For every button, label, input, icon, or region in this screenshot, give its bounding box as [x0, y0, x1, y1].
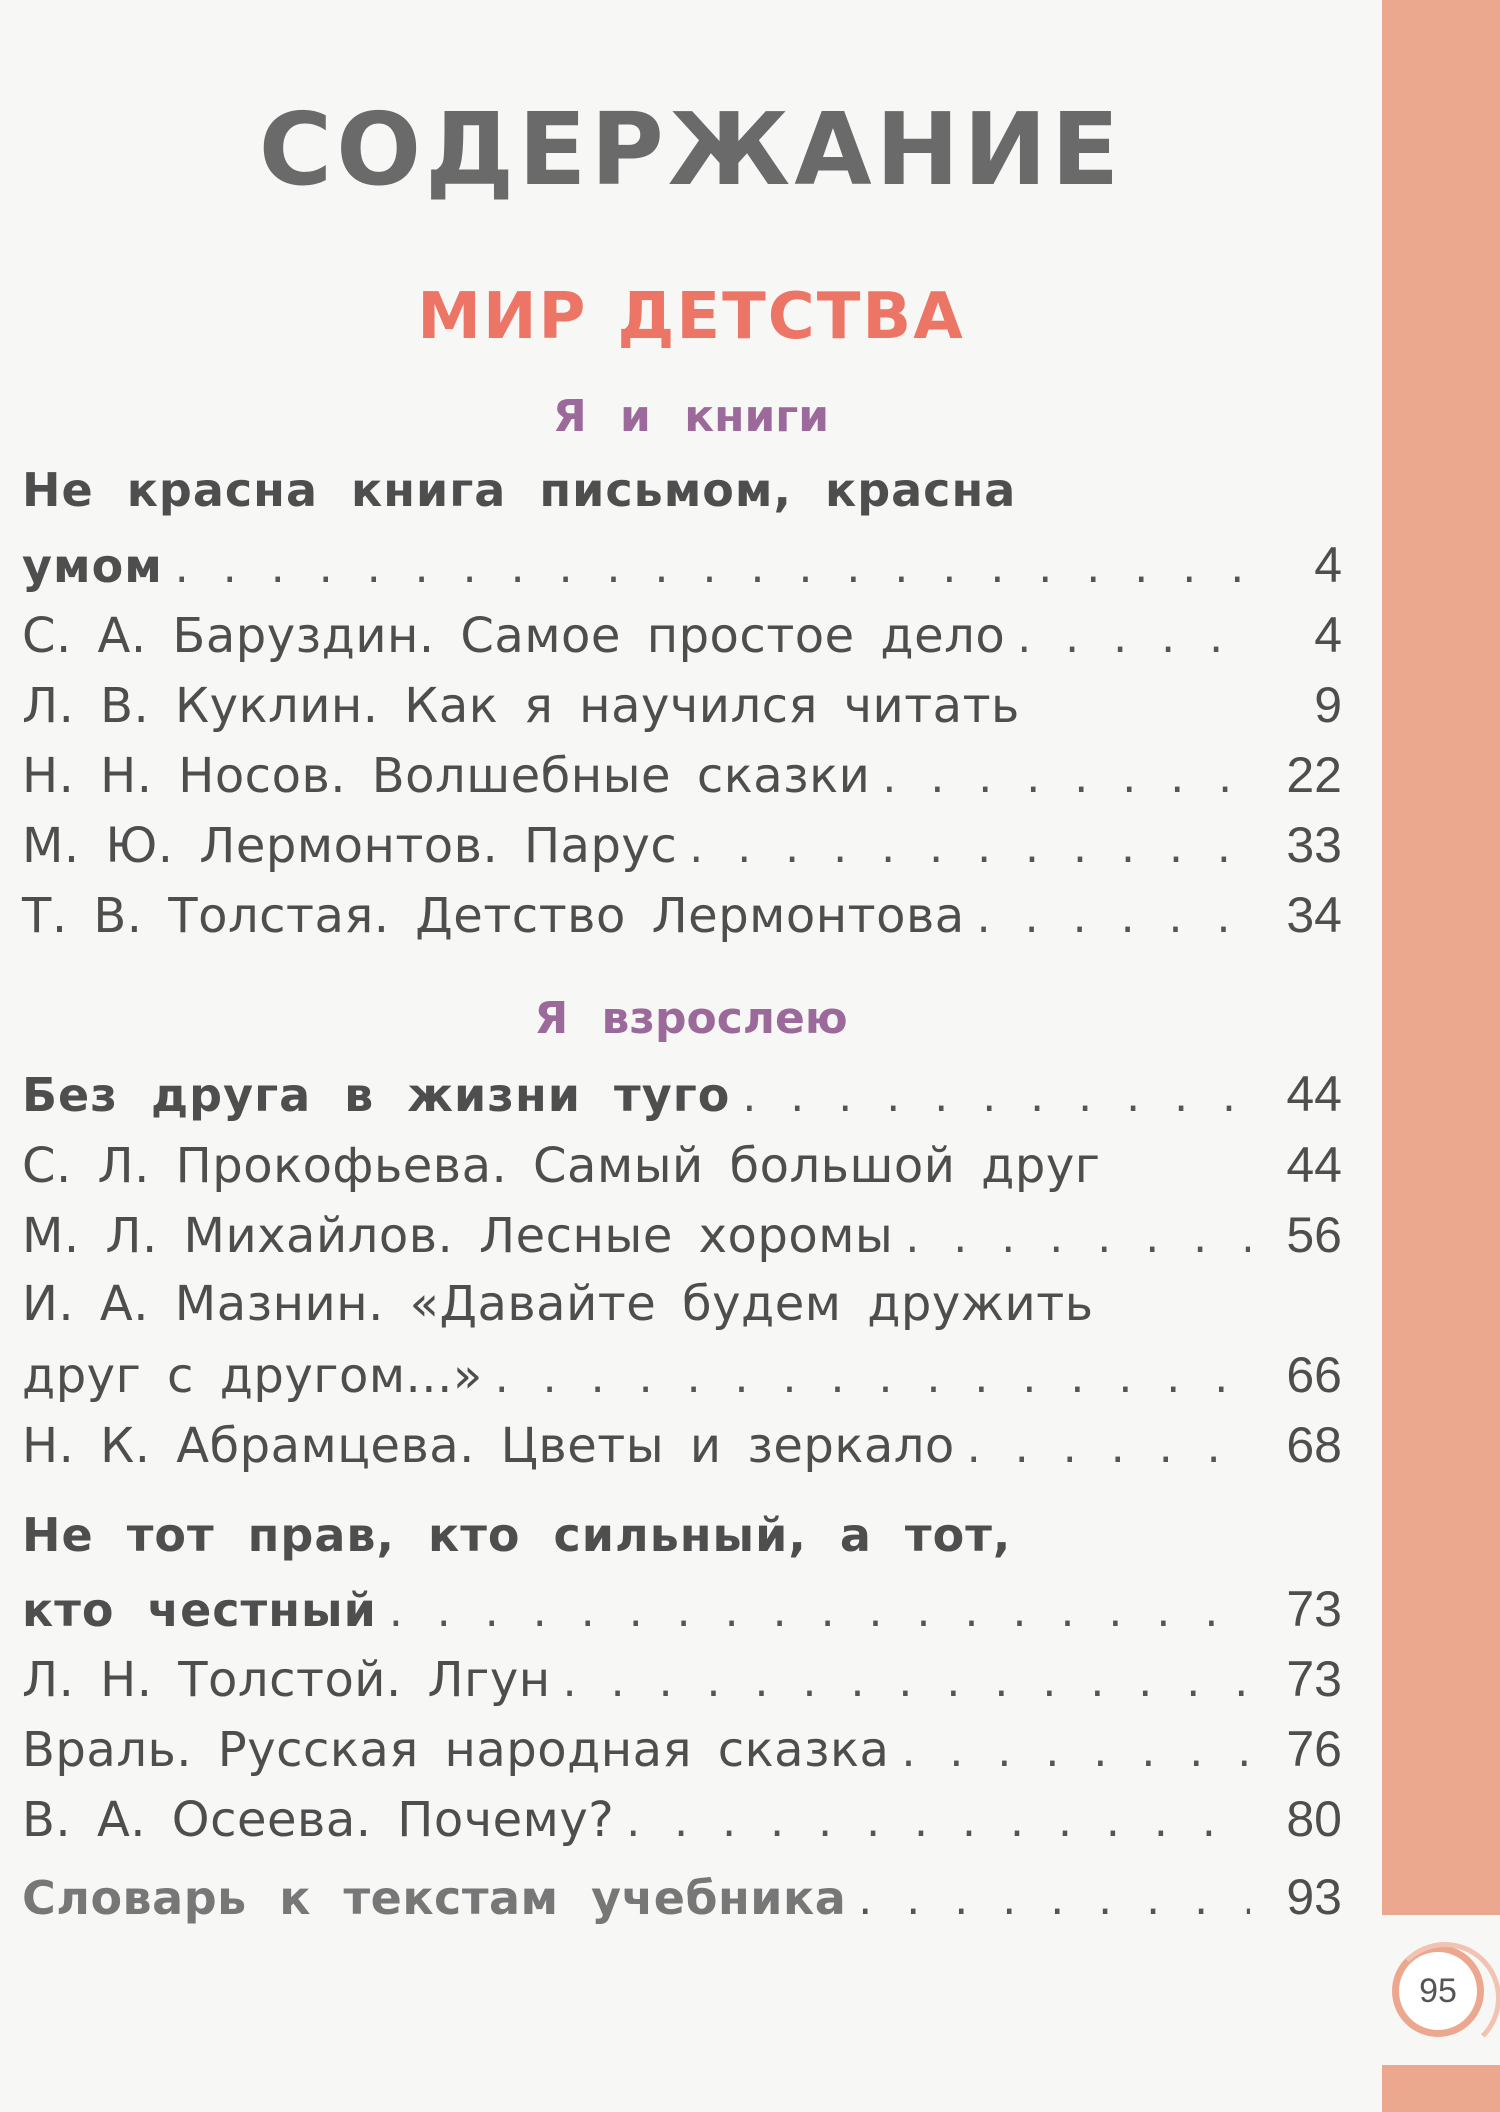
- part-title-word: МИР: [417, 280, 588, 354]
- dot-leader: [901, 1726, 1250, 1777]
- toc-page-number: 4: [1314, 537, 1342, 593]
- toc-entry[interactable]: [22, 1346, 1342, 1416]
- toc-entry-title: Враль. Русская народная сказка: [22, 1722, 890, 1778]
- toc-entry[interactable]: [22, 1650, 1342, 1720]
- toc-page-number: 9: [1314, 677, 1342, 733]
- dot-leader: [905, 1212, 1250, 1263]
- toc-page-number: 56: [1286, 1207, 1342, 1263]
- toc-entry[interactable]: [22, 886, 1342, 956]
- toc-entry[interactable]: [22, 1868, 1342, 1938]
- toc-entry-title: Без друга в жизни туго: [22, 1068, 731, 1122]
- toc-entry-title: Т. В. Толстая. Детство Лермонтова: [22, 888, 965, 944]
- toc-page-number: 93: [1286, 1869, 1342, 1925]
- dot-leader: [626, 1796, 1250, 1847]
- toc-page-number: 22: [1286, 747, 1342, 803]
- dot-leader: [495, 1352, 1250, 1403]
- toc-page-number: 68: [1286, 1417, 1342, 1473]
- toc-page-number: 44: [1286, 1137, 1342, 1193]
- toc-entry[interactable]: [22, 463, 1342, 533]
- toc-entry[interactable]: [22, 746, 1342, 816]
- dot-leader: [977, 892, 1250, 943]
- toc-entry[interactable]: [22, 1416, 1342, 1486]
- toc-entry-title: друг с другом...»: [22, 1348, 483, 1404]
- dot-leader: [175, 542, 1250, 593]
- toc-page-number: 66: [1286, 1347, 1342, 1403]
- toc-entry[interactable]: [22, 1065, 1342, 1135]
- toc-entry-title: Не красна книга письмом, красна: [22, 463, 1017, 517]
- toc-entry[interactable]: [22, 1276, 1342, 1346]
- page-edge-strip: [1382, 0, 1500, 2112]
- dot-leader: [563, 1656, 1250, 1707]
- toc-entry-title: кто честный: [22, 1583, 377, 1637]
- toc-page-number: 73: [1286, 1581, 1342, 1637]
- toc-entry[interactable]: [22, 1136, 1342, 1206]
- toc-entry[interactable]: [22, 676, 1342, 746]
- toc-entry-title: Л. В. Куклин. Как я научился читать: [22, 678, 1020, 734]
- toc-page-number: 76: [1286, 1721, 1342, 1777]
- dot-leader: [389, 1586, 1250, 1637]
- toc-page-number: 44: [1286, 1066, 1342, 1122]
- toc-page-number: 34: [1286, 887, 1342, 943]
- toc-entry-title: С. Л. Прокофьева. Самый большой друг: [22, 1138, 1101, 1194]
- section-title: Я и книги: [552, 391, 830, 442]
- toc-page-number: 4: [1314, 607, 1342, 663]
- dot-leader: [742, 1071, 1250, 1122]
- dot-leader: [689, 822, 1250, 873]
- toc-entry-title: Н. К. Абрамцева. Цветы и зеркало: [22, 1418, 955, 1474]
- toc-entry[interactable]: [22, 606, 1342, 676]
- section-title: Я взрослею: [534, 993, 848, 1044]
- toc-entry-title: М. Л. Михайлов. Лесные хоромы: [22, 1208, 894, 1264]
- toc-entry-title: Н. Н. Носов. Волшебные сказки: [22, 748, 871, 804]
- toc-page-number: 80: [1286, 1791, 1342, 1847]
- toc-entry[interactable]: [22, 536, 1342, 606]
- toc-entry-title: Словарь к текстам учебника: [22, 1871, 847, 1925]
- page-title: СОДЕРЖАНИЕ: [258, 91, 1124, 208]
- dot-leader: [967, 1422, 1250, 1473]
- dot-leader: [882, 752, 1250, 803]
- toc-entry-title: Л. Н. Толстой. Лгун: [22, 1652, 551, 1708]
- toc-entry-title: И. А. Мазнин. «Давайте будем дружить: [22, 1276, 1094, 1332]
- dot-leader: [858, 1874, 1250, 1925]
- toc-entry[interactable]: [22, 1720, 1342, 1790]
- toc-entry-title: М. Ю. Лермонтов. Парус: [22, 818, 678, 874]
- toc-entry[interactable]: [22, 1790, 1342, 1860]
- toc-entry-title: умом: [22, 539, 163, 593]
- toc-entry-title: С. А. Баруздин. Самое простое дело: [22, 608, 1006, 664]
- toc-entry-title: В. А. Осеева. Почему?: [22, 1792, 615, 1848]
- part-title-word: ДЕТСТВА: [617, 280, 965, 354]
- toc-entry[interactable]: [22, 816, 1342, 886]
- toc-entry[interactable]: [22, 1508, 1342, 1578]
- toc-page-number: 73: [1286, 1651, 1342, 1707]
- toc-entry-title: Не тот прав, кто сильный, а тот,: [22, 1508, 1012, 1562]
- page-number: 95: [1419, 1971, 1457, 2010]
- toc-entry[interactable]: [22, 1206, 1342, 1276]
- toc-page-number: 33: [1286, 817, 1342, 873]
- dot-leader: [1017, 612, 1250, 663]
- page-number-badge: [1392, 1945, 1484, 2037]
- toc-entry[interactable]: [22, 1580, 1342, 1650]
- part-title: [0, 280, 1382, 354]
